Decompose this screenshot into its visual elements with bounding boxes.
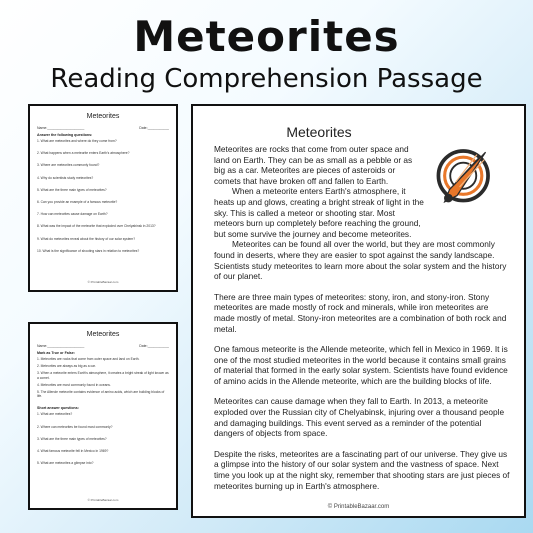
question: 2. What happens when a meteorite enters Earth's atmosphere? [37,151,130,156]
question: 9. What do meteorites reveal about the history of our solar system? [37,236,136,241]
question: 3. Where are meteorites commonly found? [37,163,100,168]
worksheet-preview-questions [28,104,178,292]
paragraph-intro: Meteorites are rocks that come from outer space and land on Earth. They can be as small as a pebble or as big as a car. Meteorites are pieces of asteroids or comets that have broken off and fallen to Earth. [214,144,413,186]
name-date-row [37,344,169,348]
short-answer-item: 1. What are meteorites? [37,412,73,417]
question: 7. How can meteorites cause damage on Earth? [37,212,108,217]
worksheet-footer: © PrintableBazaar.com [87,280,119,284]
paragraph-types: There are three main types of meteorites: stony, iron, and stony-iron. Stony meteorites are made mostly of rock and minerals, while iron meteorites are made mostly of metal. Stony-iron meteorites are a combination of both rock and metal. [214,291,507,334]
name-label: Name:___________________ [37,126,85,130]
short-answer-item: 3. What are the three main types of meteorites? [37,436,107,441]
worksheet-footer: © PrintableBazaar.com [87,498,119,502]
paragraph-allende: One famous meteorite is the Allende meteorite, which fell in Mexico in 1969. It is one of the most studied meteorites in the world because it contains small grains of material that formed in the early solar system. Scientists have found evidence of amino acids in the Allende meteorite, which are the building blocks of life. [214,344,508,386]
true-false-item: 2. Meteorites are always as big as a car. [37,364,96,369]
short-answer-item: 5. What are meteorites a glimpse into? [37,461,94,466]
true-false-item: 3. When a meteorite enters Earth's atmosphere, it creates a bright streak of light known as a comet. [37,371,169,380]
paragraph-conclusion: Despite the risks, meteorites are a fascinating part of our universe. They give us a glimpse into the history of our solar system and the vastness of space. Next time you look up at the night sky, remember that shooting stars are just pieces of meteorites burning up in Earth's atmosphere. [214,448,510,491]
short-answer-item: 4. What famous meteorite fell in Mexico in 1969? [37,449,109,454]
passage-body [214,144,510,501]
instructions: Answer the following questions: [37,133,93,137]
date-label: Date:___________ [139,126,169,130]
question: 6. Can you provide an example of a famous meteorite? [37,200,118,205]
passage-page [191,104,526,518]
paragraph-atmosphere: When a meteorite enters Earth's atmosphere, it heats up and glows, creating a bright streak of light in the sky. This is called a meteor or shooting star. Most meteors burn up completely before reaching the ground, but some survive the journey and become meteorites. [214,186,424,239]
short-answer-item: 2. Where can meteorites be found most commonly? [37,424,113,429]
true-false-item: 5. The Allende meteorite contains evidence of amino acids, which are building blocks of life. [37,390,165,399]
question: 10. What is the significance of shooting stars in relation to meteorites? [37,248,140,253]
name-label: Name:___________________ [37,344,85,348]
question: 5. What are the three main types of meteorites? [37,187,107,192]
worksheet-title: Meteorites [86,331,120,338]
true-false-item: 4. Meteorites are most commonly found in oceans. [37,382,111,387]
paragraph-locations: Meteorites can be found all over the world, but they are most commonly found in deserts, where they are easier to spot against the sandy landscape. Scientists study meteorites to learn more about the solar system and the history of our planet. [214,239,507,282]
question: 1. What are meteorites and where do they come from? [37,139,117,143]
true-false-heading: Mark as True or False: [37,351,75,355]
true-false-item: 1. Meteorites are rocks that come from outer space and land on Earth. [37,357,140,361]
question: 8. What was the impact of the meteorite that exploded over Chelyabinsk in 2013? [37,224,156,229]
paragraph-damage: Meteorites can cause damage when they fall to Earth. In 2013, a meteorite exploded over the Russian city of Chelyabinsk, injuring over a thousand people and damaging buildings. This event served as a reminder of the potential dangers of objects from space. [214,396,505,439]
name-date-row [37,126,169,130]
passage-footer: © PrintableBazaar.com [327,504,390,510]
short-answer-heading: Short answer questions: [37,406,79,411]
title: Meteorites [133,12,400,61]
date-label: Date:___________ [139,344,169,348]
worksheet-title: Meteorites [86,113,120,120]
question: 4. Why do scientists study meteorites? [37,175,94,180]
worksheet-preview-true-false [28,322,178,510]
passage-title: Meteorites [286,124,352,140]
subtitle: Reading Comprehension Passage [50,64,483,94]
passage-paragraph [214,144,510,282]
